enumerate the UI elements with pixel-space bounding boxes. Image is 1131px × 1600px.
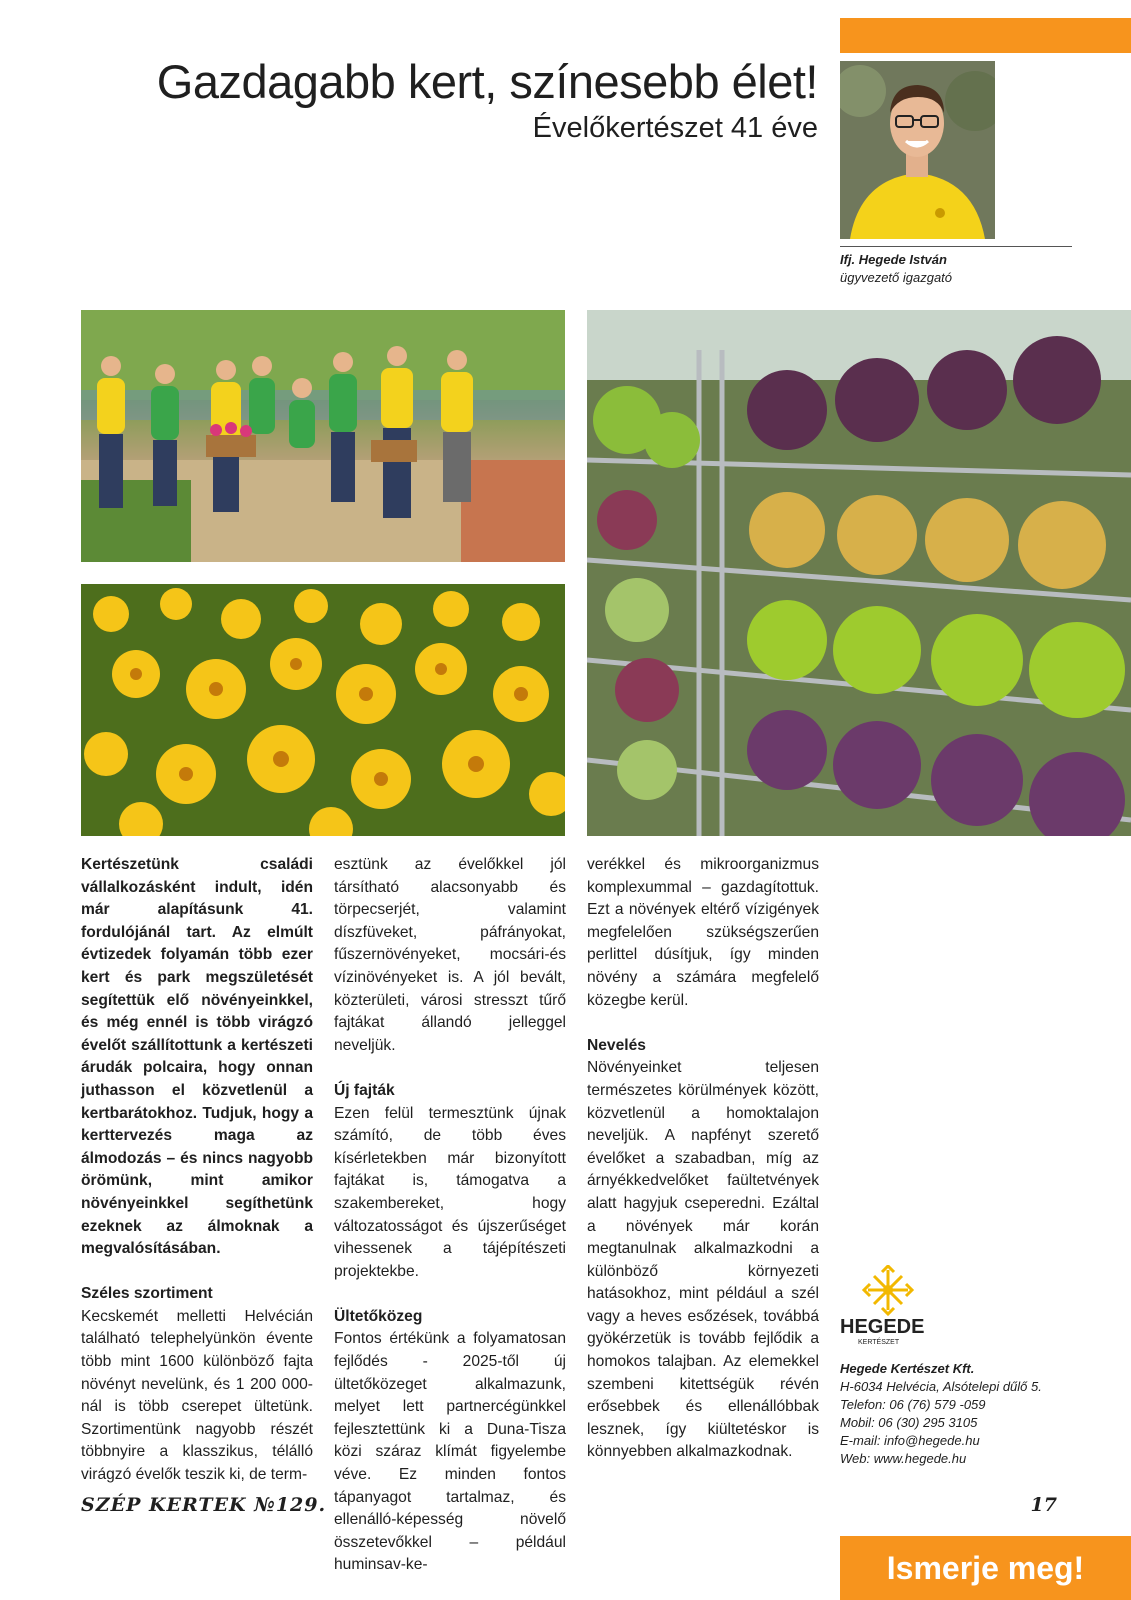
paragraph: Ezen felül termesztünk újnak számító, de több éves kísérletekben már bizonyított fajtákat is, támogatva a szakembereket, hogy változatosságot és újszerűséget vihessenek a tájépítészeti projektekbe. [334, 1104, 566, 1280]
section-heading-szeles-szortiment: Széles szortiment [81, 1285, 213, 1303]
section-heading-uj-fajtak: Új fajták [334, 1081, 395, 1099]
text-column-1 [81, 854, 313, 1487]
page-number: 17 [1030, 1494, 1057, 1516]
company-email[interactable]: E-mail: info@hegede.hu [840, 1433, 980, 1448]
plant-shelves-photo [587, 310, 1131, 836]
company-address: H-6034 Helvécia, Alsótelepi dűlő 5. [840, 1379, 1042, 1394]
svg-text:KERTÉSZET: KERTÉSZET [858, 1339, 900, 1345]
section-heading-neveles: Nevelés [587, 1036, 646, 1054]
paragraph: Növényeinket teljesen természetes körülmények között, közvetlenül a homoktalajon neveljük. A napfényt szerető évelőket a szabadban, míg az árnyékkedvelőket faültetvények alatt hagyjuk cseperedni. Ezáltal a növények már korán megtanulnak alkalmazkodni a különböző környezeti hatásokhoz, mint például a szél vagy a heves esőzések, továbbá gyökérzetük is tovább fejlődik a homokos talajban. Az elemekkel szembeni kitettségük révén erősebbek és ellenállóbbak lesznek, így kiültetéskor is könnyebben alkalmazkodnak. [587, 1059, 819, 1461]
paragraph: Kecskemét melletti Helvécián található telephelyünkön évente több mint 1600 különböző fajta növényt nevelünk, és 1 200 000-nál is több cserepet ültetünk. Szortimentünk nagyobb részét többnyire a klasszikus, télálló virágzó évelők teszik ki, de term- [81, 1307, 313, 1484]
paragraph: esztünk az évelőkkel jól társítható alacsonyabb és törpecserjét, valamint díszfüveket, páfrányokat, fűszernövényeket, mocsári-és vízinövényeket is. A jól bevált, közterületi, városi stresszt tűrő fajtákat állandó jelleggel neveljük. [334, 856, 566, 1054]
text-column-3 [587, 854, 819, 1464]
paragraph: Fontos értékünk a folyamatosan fejlődés - 2025-től új ültetőközeget alkalmazunk, melyet lett partnercégünkkel fejlesztettünk ki a Duna-Tisza közi száraz klímát figyelembe véve. Ez minden fontos tápanyagot tartalmaz, és ellenálló-képesség növelő összetevőkkel – például huminsav-ke- [334, 1330, 566, 1574]
top-accent-bar [840, 18, 1131, 53]
company-phone: Telefon: 06 (76) 579 -059 [840, 1397, 986, 1412]
yellow-flowers-photo [81, 584, 565, 836]
lead-paragraph: Kertészetünk családi vállalkozásként indult, idén már alapításunk 41. fordulójánál tart. Az elmúlt évtizedek folyamán több ezer kert és park megszületését segítettük elő növényeinkkel, és még ennél is több virágzó évelőt szállítottunk a kertészeti árudák polcaira, hogy onnan juthasson el közvetlenül a kertbarátokhoz. Tudjuk, hogy a kerttervezés maga az álmodozás – és nincs nagyobb örömünk, mint amikor növényeinkkel segíthetünk ezeknek az álmoknak a megvalósításában. [81, 856, 313, 1258]
tagline-text: Ismerje meg! [886, 1549, 1085, 1586]
portrait-name: Ifj. Hegede István [840, 252, 947, 267]
page-subtitle: Évelőkertészet 41 éve [532, 112, 818, 144]
company-info [840, 1360, 1042, 1468]
tagline-banner [840, 1536, 1131, 1600]
page-title: Gazdagabb kert, színesebb élet! [156, 55, 818, 108]
section-heading-ultetokozeg: Ültetőközeg [334, 1307, 423, 1325]
text-column-2 [334, 854, 566, 1577]
hegede-logo [840, 1265, 940, 1345]
caption-divider [840, 246, 1072, 247]
company-mobile: Mobil: 06 (30) 295 3105 [840, 1415, 978, 1430]
company-website[interactable]: Web: www.hegede.hu [840, 1451, 967, 1466]
portrait-photo [840, 61, 995, 239]
portrait-role: ügyvezető igazgató [840, 270, 953, 285]
svg-text:HEGEDE: HEGEDE [840, 1316, 925, 1338]
magazine-issue: SZÉP KERTEK №129. [81, 1494, 327, 1516]
paragraph: verékkel és mikroorganizmus komplexummal – gazdagítottuk. Ezt a növények eltérő vízigények megfelelően szükségszerűen perlittel dúsítjuk, így minden növény a számára megfelelő közegbe kerül. [587, 856, 819, 1009]
team-photo [81, 310, 565, 562]
company-name: Hegede Kertészet Kft. [840, 1361, 975, 1376]
